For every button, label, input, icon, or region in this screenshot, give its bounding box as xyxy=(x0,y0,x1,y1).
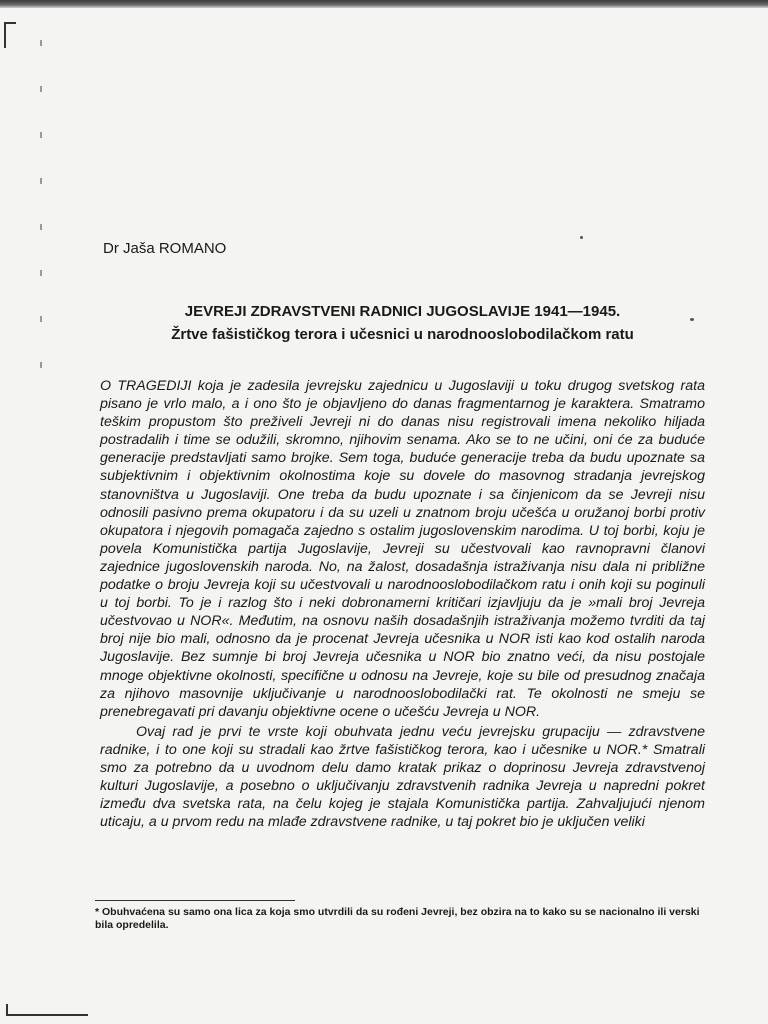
scan-bottom-mark xyxy=(6,1004,88,1016)
article-title xyxy=(100,300,705,346)
footnote-divider xyxy=(95,900,295,901)
paragraph-2: Ovaj rad je prvi te vrste koji obuhvata jednu veću jevrejsku grupaciju — zdravstvene radnike, i to one koji su stradali kao žrtve fašističkog terora, kao i učesnike u NOR.* Smatrali smo za potrebno da u uvodnom delu damo kratak prikaz o doprinosu Jevreja zdravstvenoj kulturi Jugoslavije, a posebno o uključivanju zdravstvenih radnika Jevreja u napredni pokret između dva svetska rata, na čelu kojeg je stajala Komunistička partija. Zahvaljujući njenom uticaju, a u prvom redu na mlađe zdravstvene radnike, u taj pokret bio je uključen veliki xyxy=(100,723,705,831)
scan-speck xyxy=(580,236,583,239)
title-line-2: Žrtve fašističkog terora i učesnici u narodnooslobodilačkom ratu xyxy=(171,326,634,343)
author-name: Dr Jaša ROMANO xyxy=(103,240,227,257)
paragraph-1: O TRAGEDIJI koja je zadesila jevrejsku zajednicu u Jugoslaviji u toku drugog svetskog rata pisano je vrlo malo, a i ono što je objavljeno do danas fragmentarnog je karaktera. Smatramo teškim propustom što preživeli Jevreji ni do danas nisu registrovali imena nekoliko hiljada postradalih i time se odužili, skromno, njihovim senama. Ako se to ne učini, oni će za buduće generacije predstavljati samo brojke. Sem toga, buduće generacije treba da budu upoznate sa subjektivnim i objektivnim okolnostima koje su dovele do masovnog stradanja jevrejskog stanovništva u Jugoslaviji. One treba da budu upoznate i sa činjenicom da se Jevreji nisu odnosili pasivno prema okupatoru i da su uzeli u znatnom broju učešća u oružanoj borbi protiv okupatora i njegovih pomagača zajedno s ostalim jugoslovenskim narodima. U toj borbi, koju je povela Komunistička partija Jugoslavije, Jevreji su učestvovali kao ravnopravni članovi zajednice jugoslovenskih naroda. No, na žalost, dosadašnja istraživanja nisu dala ni približne podatke o broju Jevreja koji su učestvovali u narodnooslobodilačkom ratu i onih koji su poginuli u toj borbi. To je i razlog što i neki dobronamerni kritičari izjavljuju da je »mali broj Jevreja učestvovao u NOR«. Međutim, na osnovu naših dosadašnjih istraživanja možemo tvrditi da taj broj nije bio mali, odnosno da je procenat Jevreja učesnika u NOR isti kao kod ostalih naroda Jugoslavije. Bez sumnje bi broj Jevreja učesnika u NOR bio znatno veći, da nisu postojale mnoge objektivne okolnosti, specifične u odnosu na Jevreje, koje su bile od presudnog značaja za njihovo masovnije uključivanje u narodnooslobodilački rat. Te okolnosti ne smeju se prenebregavati pri davanju objektivne ocene o učešću Jevreja u NOR. xyxy=(100,378,705,720)
scan-margin-marks xyxy=(40,40,44,440)
scan-top-edge xyxy=(0,0,768,8)
title-line-1: JEVREJI ZDRAVSTVENI RADNICI JUGOSLAVIJE 1941—1945. xyxy=(184,303,621,320)
scan-corner-mark xyxy=(4,22,16,48)
scan-speck xyxy=(690,318,694,321)
footnote: * Obuhvaćena su samo ona lica za koja smo utvrdili da su rođeni Jevreji, bez obzira na to kako su se nacionalno ili verski bila opredelila. xyxy=(95,906,700,931)
article-body xyxy=(100,377,705,831)
